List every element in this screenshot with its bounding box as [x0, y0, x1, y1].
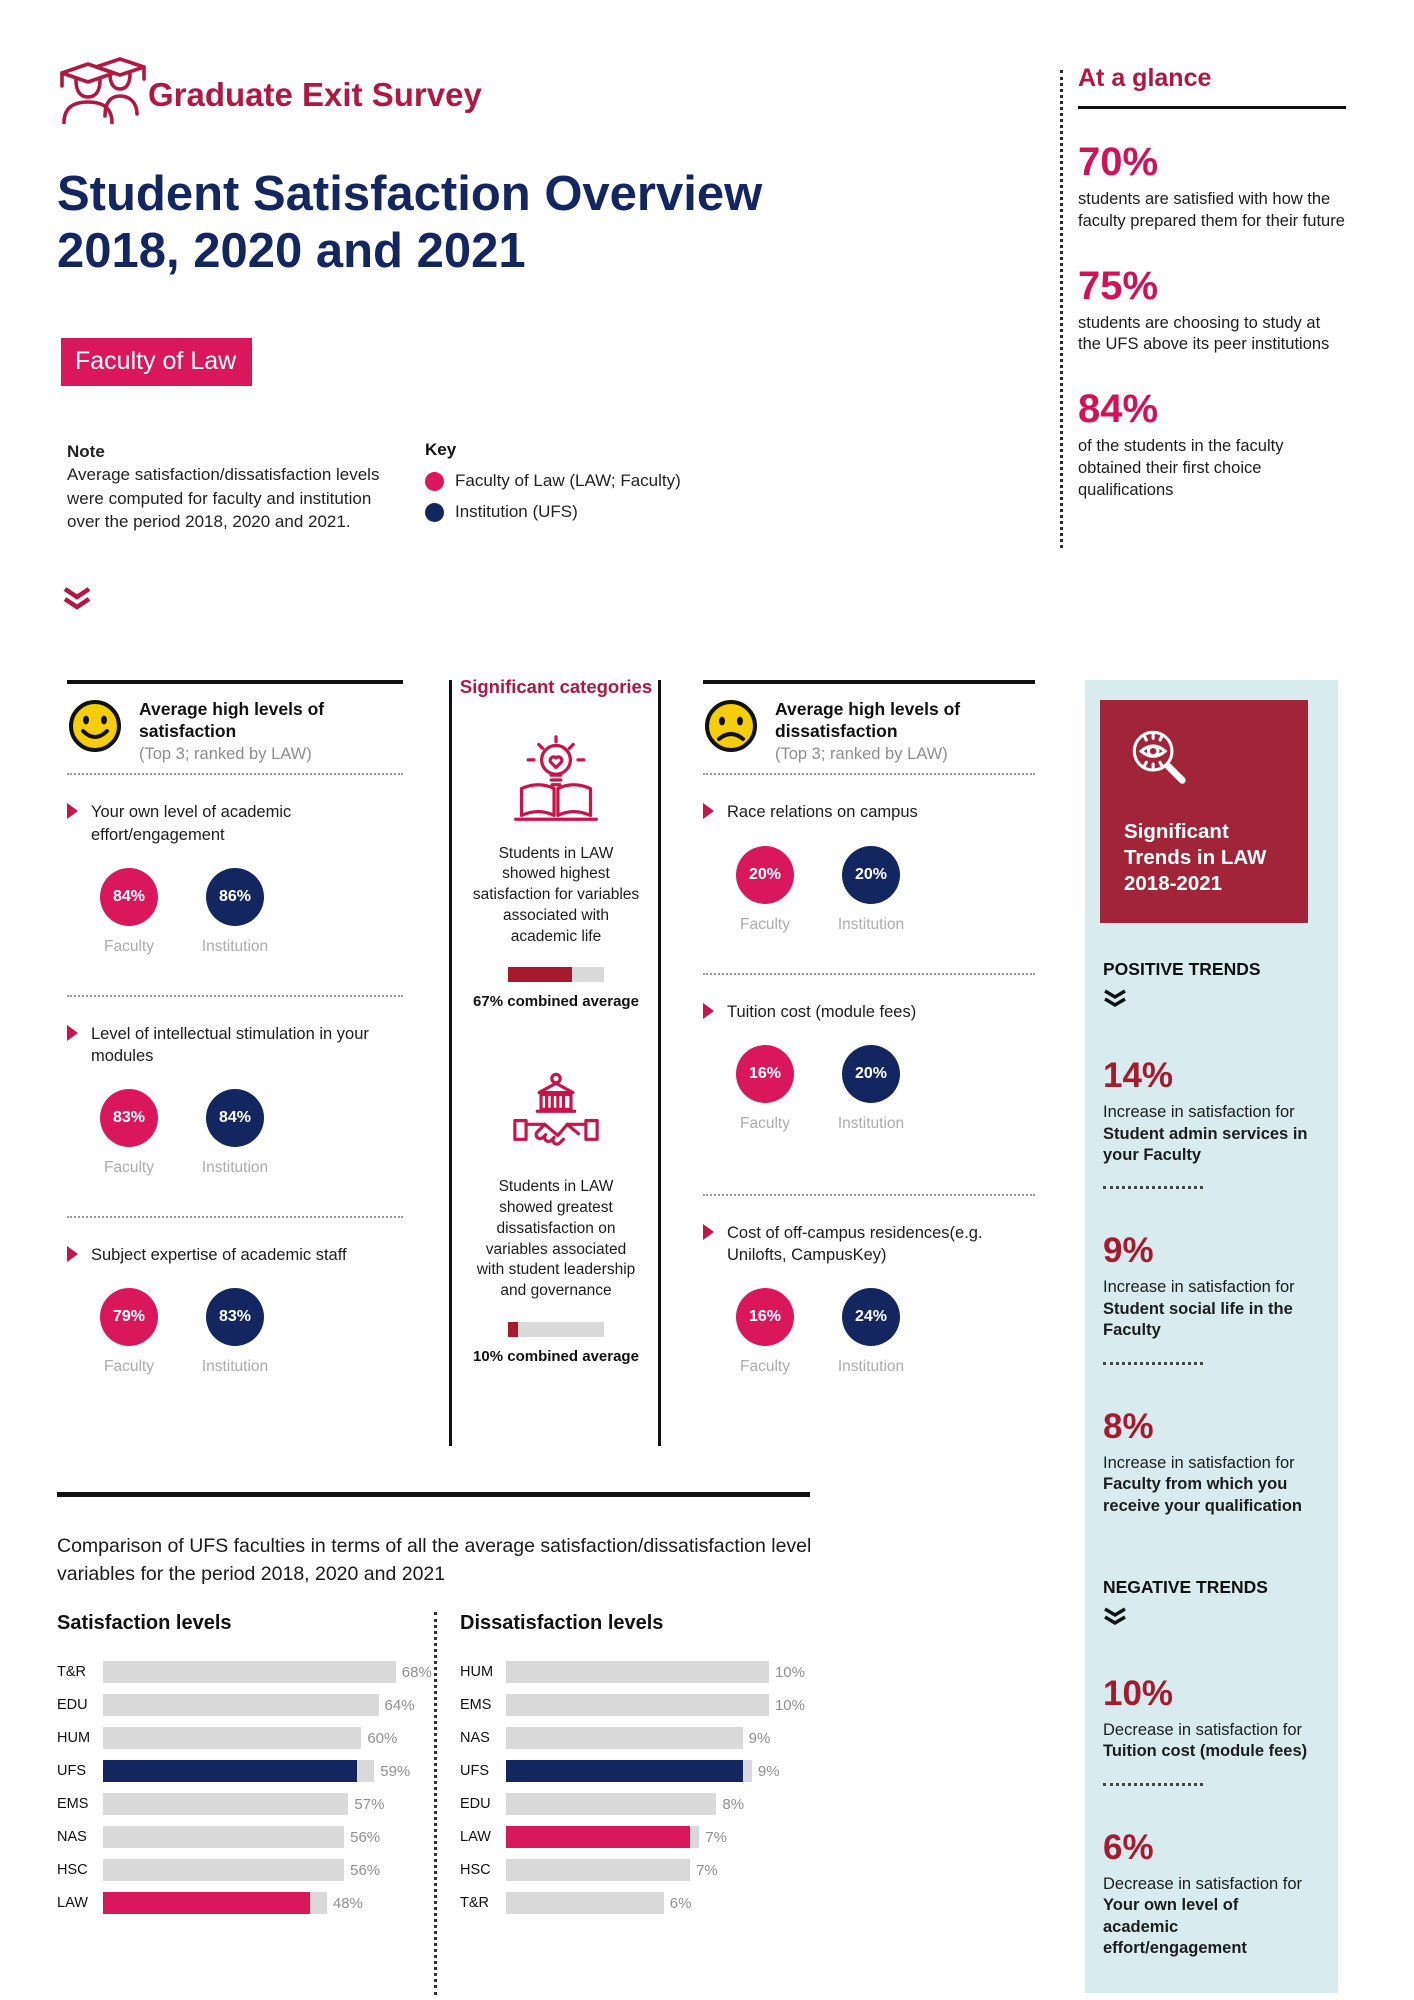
bar-fill	[506, 1859, 690, 1881]
bar-row	[460, 1760, 790, 1782]
dissatisfaction-header	[703, 680, 1035, 764]
bar-value-label: 48%	[332, 1894, 363, 1912]
bar-row	[57, 1859, 413, 1881]
circle-caption: Institution	[201, 1158, 269, 1176]
bar-value-label: 68%	[401, 1663, 432, 1681]
item-label: Race relations on campus	[727, 803, 918, 822]
circle-caption: Faculty	[740, 915, 790, 933]
bar-value-label: 8%	[722, 1795, 745, 1813]
bar-row	[57, 1826, 413, 1848]
bar-plot	[506, 1859, 790, 1881]
bar-row	[57, 1694, 413, 1716]
bar-fill	[103, 1661, 396, 1683]
stat-text: students are satisfied with how the faculty prepared them for their future	[1078, 190, 1345, 230]
institution-stat	[831, 1045, 911, 1133]
bar-category-label: HUM	[460, 1664, 494, 1680]
bar-category-label: HSC	[460, 1862, 491, 1878]
bar-fill	[103, 1892, 310, 1914]
combined-average-bar	[508, 967, 604, 982]
bar-track	[103, 1694, 379, 1716]
institution-stat	[195, 1089, 275, 1177]
bar-value-label: 6%	[669, 1894, 692, 1912]
bar-category-label: UFS	[57, 1763, 86, 1779]
triangle-bullet-icon	[67, 1246, 78, 1262]
institution-circle: 86%	[206, 868, 264, 926]
dissatisfaction-chart	[460, 1612, 805, 1925]
trend-subject: Faculty from which you receive your qualification	[1103, 1475, 1302, 1515]
categories-heading: Significant categories	[459, 676, 653, 697]
bar-track	[506, 1760, 752, 1782]
combined-average-fill	[508, 1322, 518, 1337]
chart-title: Dissatisfaction levels	[460, 1612, 664, 1634]
double-chevron-down-icon	[1103, 989, 1318, 1014]
institution-stat	[195, 1288, 275, 1376]
trend-item	[1103, 1233, 1318, 1364]
circle-caption: Institution	[201, 1357, 269, 1375]
bar-value-label: 56%	[350, 1828, 381, 1846]
note-text: Average satisfaction/dissatisfaction levels were computed for faculty and institution over the period 2018, 2020 and 2021.	[67, 465, 380, 532]
faculty-circle: 79%	[100, 1288, 158, 1346]
triangle-bullet-icon	[67, 803, 78, 819]
circle-caption: Institution	[201, 937, 269, 955]
trends-box-title: Significant Trends in LAW 2018-2021	[1124, 820, 1267, 896]
bar-row	[460, 1859, 790, 1881]
bar-track	[103, 1793, 348, 1815]
trend-subject: Student admin services in your Faculty	[1103, 1124, 1308, 1164]
dissatisfaction-column	[703, 680, 1035, 1406]
sad-face-icon	[703, 698, 759, 754]
bar-value-label: 57%	[354, 1795, 385, 1813]
bar-fill	[506, 1892, 664, 1914]
bar-category-label: EDU	[460, 1796, 491, 1812]
circle-caption: Faculty	[740, 1357, 790, 1375]
triangle-bullet-icon	[67, 1025, 78, 1041]
bar-track	[103, 1727, 361, 1749]
bar-plot	[506, 1661, 805, 1683]
bar-plot	[103, 1694, 413, 1716]
column-heading: Average high levels of satisfaction	[139, 699, 325, 742]
trend-value: 6%	[1103, 1827, 1154, 1867]
faculty-stat	[89, 1089, 169, 1177]
faculty-circle: 83%	[100, 1089, 158, 1147]
bar-track	[103, 1661, 396, 1683]
trends-panel	[1085, 680, 1338, 1993]
combined-average-caption: 10% combined average	[473, 1347, 639, 1365]
bar-row	[57, 1892, 413, 1914]
faculty-stat	[89, 1288, 169, 1376]
bar-value-label: 10%	[774, 1663, 805, 1681]
column-divider	[658, 680, 661, 1446]
stat-text: students are choosing to study at the UFS above its peer institutions	[1078, 313, 1330, 354]
trend-item	[1103, 1676, 1318, 1786]
bar-category-label: NAS	[460, 1730, 490, 1746]
chart-title: Satisfaction levels	[57, 1612, 232, 1634]
bar-track	[506, 1826, 699, 1848]
faculty-circle: 16%	[736, 1288, 794, 1346]
bar-row	[57, 1727, 413, 1749]
bar-fill	[103, 1760, 357, 1782]
bar-category-label: EMS	[460, 1697, 492, 1713]
circle-caption: Institution	[837, 1357, 905, 1375]
combined-average-fill	[508, 967, 572, 982]
faculty-stat	[725, 846, 805, 934]
graduates-logo-icon	[58, 54, 150, 129]
bar-plot	[506, 1694, 805, 1716]
combined-average-caption: 67% combined average	[473, 993, 639, 1011]
satisfaction-item	[67, 995, 403, 1207]
bar-row	[460, 1694, 805, 1716]
smiley-face-icon	[67, 698, 123, 754]
at-a-glance-heading: At a glance	[1078, 64, 1346, 109]
circle-caption: Faculty	[104, 1158, 154, 1176]
circle-caption: Faculty	[740, 1114, 790, 1132]
bar-plot	[103, 1793, 413, 1815]
stat-value: 70%	[1078, 140, 1159, 184]
dissatisfaction-item	[703, 973, 1035, 1185]
glance-stat	[1078, 263, 1346, 357]
faculty-stat	[89, 868, 169, 956]
triangle-bullet-icon	[703, 1224, 714, 1240]
magnifier-eye-icon	[1124, 722, 1286, 799]
item-label: Your own level of academic effort/engagement	[91, 803, 292, 844]
bar-track	[506, 1661, 769, 1683]
bar-fill	[506, 1793, 716, 1815]
dotted-vertical-divider	[1060, 70, 1063, 548]
bar-fill	[103, 1727, 361, 1749]
key-item-label: Institution (UFS)	[455, 502, 578, 521]
page-title: Student Satisfaction Overview 2018, 2020 and 2021	[57, 167, 763, 279]
bar-track	[103, 1826, 344, 1848]
positive-trends-heading: POSITIVE TRENDS	[1103, 959, 1261, 980]
satisfaction-item	[67, 773, 403, 985]
faculty-circle: 16%	[736, 1045, 794, 1103]
stat-value: 75%	[1078, 263, 1159, 308]
dissatisfaction-item	[703, 773, 1035, 963]
institution-circle: 20%	[842, 846, 900, 904]
institution-circle: 83%	[206, 1288, 264, 1346]
bar-fill	[103, 1859, 344, 1881]
comparison-intro: Comparison of UFS faculties in terms of all the average satisfaction/dissatisfaction level variables for the period 2018, 2020 and 2021	[57, 1535, 812, 1586]
key-heading: Key	[425, 440, 457, 459]
bar-category-label: EMS	[57, 1796, 89, 1812]
trend-prefix: Decrease in satisfaction for	[1103, 1874, 1303, 1893]
book-lightbulb-icon	[455, 733, 657, 830]
stat-text: of the students in the faculty obtained their first choice qualifications	[1078, 437, 1284, 499]
bar-plot	[103, 1859, 413, 1881]
glance-stat	[1078, 142, 1346, 233]
bar-track	[506, 1727, 743, 1749]
item-label: Level of intellectual stimulation in your modules	[91, 1024, 369, 1065]
bar-plot	[506, 1760, 790, 1782]
bar-plot	[103, 1661, 432, 1683]
bar-fill	[506, 1694, 769, 1716]
dotted-separator	[1103, 1362, 1203, 1365]
faculty-key-dot-icon	[425, 472, 444, 491]
bar-row	[57, 1661, 432, 1683]
bar-rows	[460, 1661, 805, 1914]
dotted-separator	[1103, 1783, 1203, 1786]
bar-track	[506, 1793, 716, 1815]
bar-value-label: 9%	[748, 1729, 771, 1747]
bar-plot	[506, 1727, 790, 1749]
governance-block	[455, 1072, 657, 1365]
at-a-glance	[1078, 64, 1346, 501]
bar-row	[460, 1727, 790, 1749]
bar-category-label: UFS	[460, 1763, 489, 1779]
column-divider	[449, 680, 452, 1446]
bar-row	[460, 1793, 790, 1815]
bar-plot	[506, 1892, 790, 1914]
bar-plot	[506, 1826, 790, 1848]
bar-value-label: 7%	[696, 1861, 718, 1879]
bar-category-label: T&R	[460, 1895, 489, 1911]
bar-fill	[103, 1826, 344, 1848]
bar-category-label: LAW	[460, 1829, 491, 1845]
dissatisfaction-item	[703, 1194, 1035, 1406]
bar-track	[103, 1859, 344, 1881]
category-description: Students in LAW showed highest satisfaction for variables associated with academic life	[472, 844, 640, 945]
faculty-circle: 20%	[736, 846, 794, 904]
bar-fill	[506, 1727, 743, 1749]
bar-category-label: HSC	[57, 1862, 88, 1878]
trend-item	[1103, 1406, 1318, 1517]
bar-fill	[103, 1793, 348, 1815]
faculty-badge: Faculty of Law	[61, 338, 252, 386]
circle-caption: Institution	[837, 1114, 905, 1132]
bar-value-label: 59%	[380, 1762, 411, 1780]
bar-fill	[103, 1694, 379, 1716]
brand-title: Graduate Exit Survey	[148, 76, 482, 113]
trend-item	[1103, 1058, 1318, 1189]
bar-category-label: NAS	[57, 1829, 87, 1845]
bar-fill	[506, 1661, 769, 1683]
faculty-stat	[725, 1288, 805, 1376]
trend-prefix: Increase in satisfaction for	[1103, 1278, 1295, 1297]
faculty-circle: 84%	[100, 868, 158, 926]
satisfaction-chart	[57, 1612, 432, 1925]
institution-circle: 84%	[206, 1089, 264, 1147]
institution-circle: 24%	[842, 1288, 900, 1346]
bar-value-label: 7%	[705, 1828, 727, 1846]
trend-value: 9%	[1103, 1231, 1154, 1271]
key-item-label: Faculty of Law (LAW; Faculty)	[455, 471, 681, 490]
faculty-stat	[725, 1045, 805, 1133]
trend-value: 10%	[1103, 1674, 1174, 1714]
column-subheading: (Top 3; ranked by LAW)	[775, 745, 948, 764]
combined-average-bar	[508, 1322, 604, 1337]
trend-prefix: Increase in satisfaction for	[1103, 1453, 1295, 1472]
bar-track	[506, 1892, 664, 1914]
bar-row	[460, 1892, 790, 1914]
item-label: Cost of off-campus residences(e.g. Unilofts, CampusKey)	[727, 1223, 983, 1264]
bar-row	[57, 1793, 413, 1815]
dotted-chart-divider	[434, 1612, 437, 1995]
column-subheading: (Top 3; ranked by LAW)	[139, 745, 312, 764]
bar-plot	[103, 1760, 413, 1782]
bar-value-label: 60%	[367, 1729, 398, 1747]
trends-title-box	[1100, 700, 1308, 923]
trend-prefix: Decrease in satisfaction for	[1103, 1721, 1303, 1740]
trend-subject: Your own level of academic effort/engagement	[1103, 1896, 1247, 1958]
note-block	[67, 440, 387, 534]
note-heading: Note	[67, 442, 105, 461]
triangle-bullet-icon	[703, 803, 714, 819]
circle-caption: Faculty	[104, 937, 154, 955]
satisfaction-header	[67, 680, 403, 764]
circle-caption: Faculty	[104, 1357, 154, 1375]
bar-track	[506, 1694, 769, 1716]
trend-value: 14%	[1103, 1056, 1174, 1096]
column-heading: Average high levels of dissatisfaction	[775, 699, 961, 742]
double-chevron-down-icon	[1103, 1607, 1318, 1632]
key-item-faculty	[425, 471, 681, 491]
bar-track	[506, 1859, 690, 1881]
bar-value-label: 64%	[384, 1696, 415, 1714]
negative-trends-heading: NEGATIVE TRENDS	[1103, 1577, 1268, 1598]
stat-value: 84%	[1078, 387, 1159, 432]
item-label: Subject expertise of academic staff	[91, 1245, 347, 1264]
significant-categories-column	[455, 676, 657, 1365]
bar-row	[460, 1826, 790, 1848]
triangle-bullet-icon	[703, 1003, 714, 1019]
bar-plot	[103, 1727, 413, 1749]
double-chevron-down-icon	[62, 586, 92, 617]
key-item-institution	[425, 502, 681, 522]
institution-circle: 20%	[842, 1045, 900, 1103]
satisfaction-column	[67, 680, 403, 1406]
institution-key-dot-icon	[425, 503, 444, 522]
bar-category-label: HUM	[57, 1730, 91, 1746]
bar-rows	[57, 1661, 432, 1914]
bar-plot	[103, 1826, 413, 1848]
bar-track	[103, 1760, 374, 1782]
institution-stat	[831, 1288, 911, 1376]
bar-category-label: T&R	[57, 1664, 86, 1680]
trend-item	[1103, 1827, 1318, 1960]
key-block	[425, 440, 681, 522]
bar-value-label: 9%	[757, 1762, 780, 1780]
institution-stat	[195, 868, 275, 956]
institution-stat	[831, 846, 911, 934]
trend-prefix: Increase in satisfaction for	[1103, 1103, 1295, 1122]
bar-plot	[103, 1892, 413, 1914]
trend-subject: Student social life in the Faculty	[1103, 1299, 1293, 1340]
section-rule	[57, 1492, 810, 1497]
bar-track	[103, 1892, 327, 1914]
bar-row	[460, 1661, 805, 1683]
item-label: Tuition cost (module fees)	[727, 1002, 917, 1021]
category-description: Students in LAW showed greatest dissatisfaction on variables associated with student leadership and governance	[476, 1178, 636, 1300]
trend-subject: Tuition cost (module fees)	[1103, 1742, 1308, 1761]
building-handshake-icon	[455, 1072, 657, 1163]
circle-caption: Institution	[837, 915, 905, 933]
dotted-separator	[1103, 1186, 1203, 1189]
bar-row	[57, 1760, 413, 1782]
bar-fill	[506, 1826, 690, 1848]
bar-plot	[506, 1793, 790, 1815]
bar-fill	[506, 1760, 743, 1782]
bar-value-label: 56%	[350, 1861, 381, 1879]
bar-value-label: 10%	[774, 1696, 805, 1714]
satisfaction-item	[67, 1216, 403, 1406]
glance-stat	[1078, 389, 1346, 501]
bar-category-label: LAW	[57, 1895, 88, 1911]
bar-category-label: EDU	[57, 1697, 88, 1713]
trend-value: 8%	[1103, 1406, 1154, 1446]
